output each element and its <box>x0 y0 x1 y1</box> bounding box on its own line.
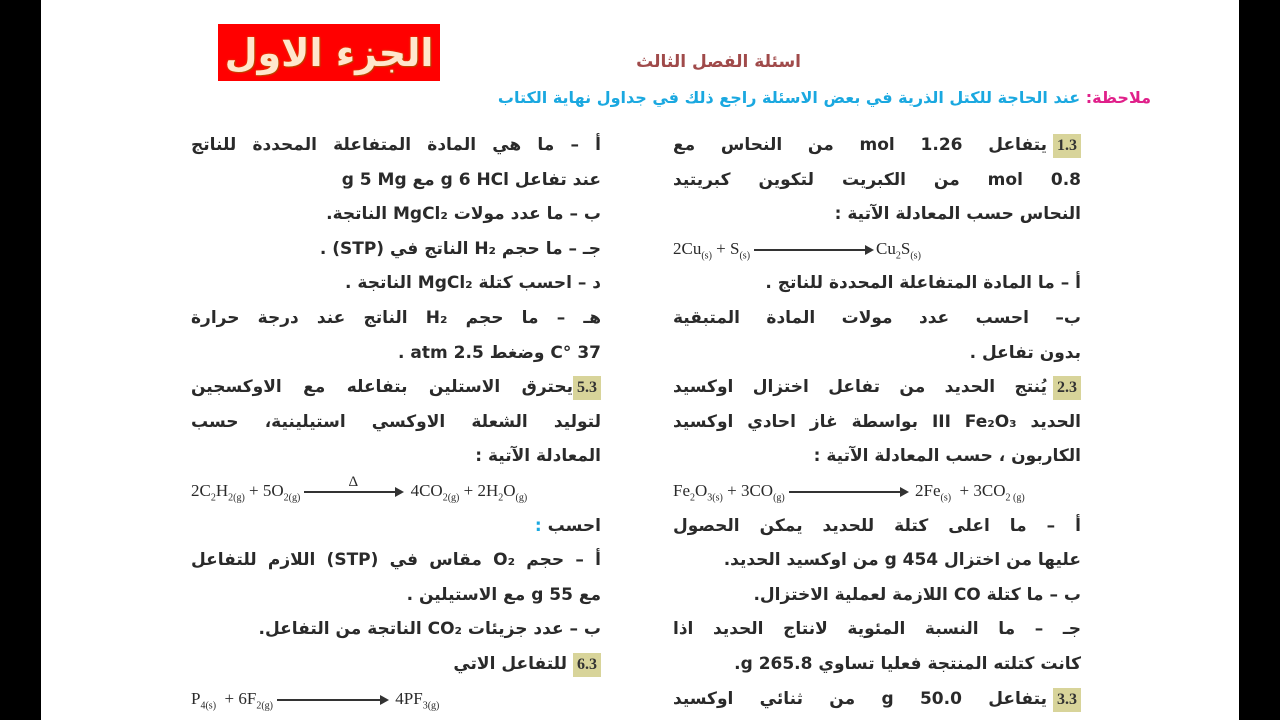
question-2-part-b: ب – ما كتلة CO اللازمة لعملية الاختزال. <box>753 584 1081 605</box>
question-number-badge: 1.3 <box>1053 134 1081 158</box>
question-5-part-a: أ – حجم O₂ مقاس في (STP) اللازم للتفاعل <box>191 550 601 571</box>
question-5-line-2: لتوليد الشعلة الاوكسي استيلينية، حسب <box>191 411 601 432</box>
note-text: عند الحاجة للكتل الذرية في بعض الاسئلة راجع ذلك في جداول نهاية الكتاب <box>497 88 1086 107</box>
chapter-title: اسئلة الفصل الثالث <box>636 52 801 72</box>
question-cont-part-d: د – احسب كتلة MgCl₂ الناتجة . <box>345 273 601 294</box>
equation-iron-oxide-reduction: $Fe_2O_{3(s)} + 3CO_{(g)}$ $2Fe_{(s)} + 3CO_{2 (g)}$ <box>673 480 1025 504</box>
question-2-part-c-cont: كانت كتلته المنتجة فعليا تساوي g 265.8. <box>734 653 1081 674</box>
question-cont-part-e: هـ – ما حجم H₂ الناتج عند درجة حرارة <box>191 307 601 328</box>
question-5-line-3: المعادلة الآتية : <box>475 446 601 467</box>
question-5-line-1: 5.3يحترق الاستلين بتفاعله مع الاوكسجين <box>191 370 601 405</box>
question-2-part-a: أ – ما اعلى كتلة للحديد يمكن الحصول <box>673 515 1081 536</box>
question-cont-part-e-cont: 37 °C وضغط 2.5 atm . <box>398 342 601 363</box>
question-6-line-1: 6.3للتفاعل الاتي <box>191 647 601 682</box>
question-number-badge: 2.3 <box>1053 376 1081 400</box>
question-2-line-2: الحديد III Fe₂O₃ بواسطة غاز احادي اوكسيد <box>673 411 1081 432</box>
reaction-arrow-icon <box>304 474 402 493</box>
question-5-calc-label: احسب : <box>534 515 601 536</box>
question-5-part-b: ب – عدد جزيئات CO₂ الناتجة من التفاعل. <box>258 619 601 640</box>
question-cont-part-a-cont: عند تفاعل g 6 HCl مع g 5 Mg <box>341 169 601 190</box>
question-number-badge: 5.3 <box>573 376 601 400</box>
left-column <box>191 128 601 716</box>
question-1-line-1: 1.3يتفاعل 1.26 mol من النحاس مع <box>673 128 1081 163</box>
heat-delta-symbol: Δ <box>348 474 359 491</box>
note-label: ملاحظة: <box>1085 88 1151 107</box>
reaction-arrow-icon <box>789 491 907 493</box>
question-2-part-c: جـ – ما النسبة المئوية لانتاج الحديد اذا <box>673 619 1081 640</box>
question-cont-part-c: جـ – ما حجم H₂ الناتج في (STP) . <box>319 238 601 259</box>
reaction-arrow-icon <box>754 249 872 251</box>
question-cont-part-b: ب – ما عدد مولات MgCl₂ الناتجة. <box>326 204 601 225</box>
part-banner: الجزء الاول <box>218 24 440 81</box>
reaction-arrow-icon <box>277 699 387 701</box>
question-1-line-2: 0.8 mol من الكبريت لتكوين كبريتيد <box>673 169 1081 190</box>
question-2-part-a-cont: عليها من اختزال g 454 من اوكسيد الحديد. <box>723 550 1081 571</box>
question-number-badge: 6.3 <box>573 653 601 677</box>
question-1-part-a: أ – ما المادة المتفاعلة المحددة للناتج . <box>765 273 1081 294</box>
equation-copper-sulfide: $2Cu_{(s)} + S_{(s)}$ $Cu_2S_{(s)}$ <box>673 238 921 262</box>
equation-acetylene-combustion: $2C_2H_{2(g)} + 5O_{2(g)}$ Δ $4CO_{2(g)} + 2H_2O_{(g)}$ <box>191 474 528 504</box>
question-1-line-3: النحاس حسب المعادلة الآتية : <box>834 204 1081 225</box>
question-1-part-b: ب– احسب عدد مولات المادة المتبقية <box>673 307 1081 328</box>
question-5-part-a-cont: مع g 55 مع الاستيلين . <box>406 584 601 605</box>
question-2-line-1: 2.3يُنتج الحديد من تفاعل اختزال اوكسيد <box>673 370 1081 405</box>
equation-phosphorus-fluoride: $P_{4(s)} + 6F_{2(g)}$ $4PF_{3(g)}$ <box>191 688 440 711</box>
question-number-badge: 3.3 <box>1053 688 1081 712</box>
document-page <box>41 0 1239 720</box>
question-1-part-b-cont: بدون تفاعل . <box>969 342 1081 363</box>
right-column <box>673 128 1081 716</box>
question-3-line-1: 3.3يتفاعل g 50.0 من ثنائي اوكسيد <box>673 682 1081 717</box>
note <box>296 88 1151 107</box>
question-2-line-3: الكاربون ، حسب المعادلة الآتية : <box>813 446 1081 467</box>
question-cont-part-a: أ – ما هي المادة المتفاعلة المحددة للناتج <box>191 135 601 155</box>
